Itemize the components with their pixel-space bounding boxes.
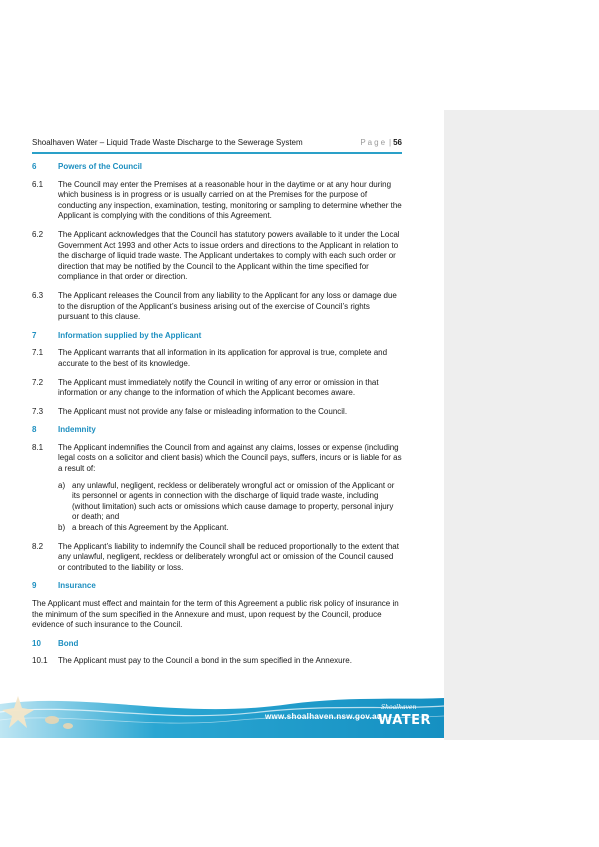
section-title: Insurance (58, 581, 96, 591)
clause (32, 407, 402, 418)
shoalhaven-water-logo (378, 704, 431, 729)
section-heading (32, 639, 402, 650)
document-title: Shoalhaven Water – Liquid Trade Waste Discharge to the Sewerage System (32, 138, 303, 147)
section-number: 10 (32, 638, 41, 648)
clause-number: 7.1 (32, 348, 44, 358)
margin-panel (444, 110, 599, 740)
section-number: 6 (32, 162, 37, 171)
clause-text: The Applicant warrants that all information in its application for approval is true, complete and accurate to the best of its knowledge. (58, 348, 388, 368)
section-title: Indemnity (58, 425, 96, 435)
clause-number: 6.3 (32, 290, 44, 300)
page-separator: | (389, 138, 392, 147)
clause-number: 8.1 (32, 442, 44, 452)
clause (32, 291, 402, 323)
header-rule (32, 152, 402, 154)
section-heading (32, 581, 402, 592)
sub-item (58, 481, 402, 523)
clause-text: The Applicant must immediately notify the Council in writing of any error or omission in that information or any change to the information of which the Applicant becomes aware. (58, 377, 379, 398)
page-label: Page (360, 138, 388, 147)
clause-number: 8.2 (32, 541, 44, 551)
sub-list (58, 481, 402, 534)
clause (32, 542, 402, 574)
clause-body (58, 443, 402, 534)
section-number: 8 (32, 425, 37, 435)
clause-text: The Council may enter the Premises at a reasonable hour in the daytime or at any hour during which business is in progress or is usually carried on at the Premises for the purpose of conducting any inspection, examination, testing, monitoring or sampling to determine whether the Applicant is complying with the conditions of this Agreement. (58, 179, 402, 221)
clause (32, 348, 402, 369)
clause-number: 7.3 (32, 406, 44, 416)
section-title: Powers of the Council (58, 162, 143, 171)
logo-word: WATER (378, 713, 432, 728)
page-number: 56 (393, 138, 402, 147)
clause (32, 230, 402, 283)
sub-item-letter: b) (58, 523, 66, 533)
clause-text: The Applicant releases the Council from any liability to the Applicant for any loss or damage due to the disruption of the Applicant’s business arising out of the exercise of Council’s rights pursuant to this clause. (58, 290, 397, 322)
sub-item-text: a breach of this Agreement by the Applicant. (72, 523, 229, 533)
section-heading (32, 162, 402, 173)
section-title: Bond (58, 638, 79, 648)
clause-text: The Applicant must not provide any false or misleading information to the Council. (58, 406, 348, 416)
clause-number: 7.2 (32, 377, 44, 387)
page-indicator (360, 138, 402, 147)
sub-item-letter: a) (58, 480, 66, 490)
clause (32, 656, 402, 667)
clause-number: 6.1 (32, 179, 44, 189)
clause-text: The Applicant indemnifies the Council from and against any claims, losses or expense (including legal costs on a solicitor and client basis) which the Council pays, suffers, incurs or is liable for as a result of: (58, 442, 402, 474)
section-title: Information supplied by the Applicant (58, 330, 202, 340)
clause-number: 6.2 (32, 229, 44, 239)
section-paragraph: The Applicant must effect and maintain for the term of this Agreement a public risk policy of insurance in the minimum of the sum specified in the Annexure and must, upon request by the Council, produce evidence of such insurance to the Council. (32, 599, 399, 630)
clause-text: The Applicant must pay to the Council a bond in the sum specified in the Annexure. (58, 656, 352, 666)
page-header (32, 138, 402, 150)
sub-item (58, 523, 402, 534)
section-heading (32, 425, 402, 436)
section-number: 7 (32, 330, 37, 340)
clause (32, 378, 402, 399)
clause-number: 10.1 (32, 656, 48, 666)
section-heading (32, 331, 402, 342)
logo-script: Shoalhaven (381, 704, 417, 711)
clause-text: The Applicant acknowledges that the Council has statutory powers available to it under the Local Government Act 1993 and other Acts to issue orders and directions to the Applicant in relation to the discharge of liquid trade waste. The Applicant undertakes to comply with each such order or direction that may be notified by the Council to the Applicant within the time specified for compliance in that order or direction. (58, 229, 400, 282)
clause-text: The Applicant’s liability to indemnify the Council shall be reduced proportionally to the extent that any unlawful, negligent, reckless or deliberately wrongful act or omission of the Council caused or contributed to the liability or loss. (58, 541, 399, 572)
document-body (32, 162, 402, 675)
clause (32, 180, 402, 222)
clause (32, 443, 402, 534)
footer-website: www.shoalhaven.nsw.gov.au (265, 712, 383, 721)
section-number: 9 (32, 581, 37, 591)
sub-item-text: any unlawful, negligent, reckless or deliberately wrongful act or omission of the Applicant or its personnel or agents in connection with the discharge of liquid trade waste, including (without limitation) such acts or omissions which cause damage to property, personal injury or death; and (72, 480, 395, 522)
